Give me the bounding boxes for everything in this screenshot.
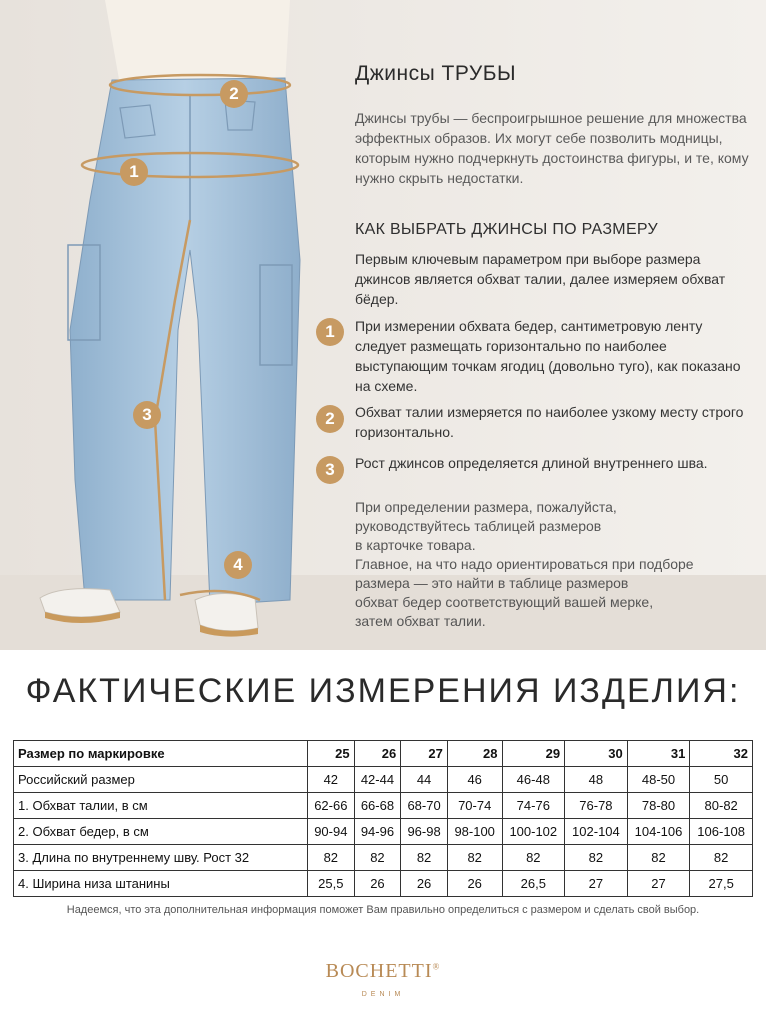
size-header-cell: 31	[627, 741, 690, 767]
table-cell: 68-70	[401, 793, 448, 819]
size-table	[13, 740, 753, 897]
table-cell: 27	[565, 871, 628, 897]
table-cell: 82	[565, 845, 628, 871]
row-label: 2. Обхват бедер, в см	[14, 819, 308, 845]
table-header-row	[14, 741, 753, 767]
table-cell: 44	[401, 767, 448, 793]
table-cell: 96-98	[401, 819, 448, 845]
step-3-badge: 3	[316, 456, 344, 484]
size-header-cell: 29	[502, 741, 565, 767]
row-label: Российский размер	[14, 767, 308, 793]
step-1-badge: 1	[316, 318, 344, 346]
table-cell: 80-82	[690, 793, 753, 819]
table-cell: 90-94	[308, 819, 355, 845]
hero-lead: Первым ключевым параметром при выборе размера джинсов является обхват талии, далее измеряем обхват бёдер.	[355, 251, 726, 307]
step-2-text: Обхват талии измеряется по наиболее узкому месту строго горизонтально.	[355, 404, 744, 440]
table-header-label: Размер по маркировке	[14, 741, 308, 767]
table-cell: 82	[447, 845, 502, 871]
brand-mark: ®	[432, 961, 441, 972]
table-cell: 82	[401, 845, 448, 871]
size-header-cell: 27	[401, 741, 448, 767]
table-cell: 42-44	[354, 767, 401, 793]
table-cell: 82	[690, 845, 753, 871]
table-cell: 46-48	[502, 767, 565, 793]
marker-2: 2	[220, 80, 248, 108]
table-cell: 82	[627, 845, 690, 871]
hero-intro: Джинсы трубы — беспроигрышное решение для множества эффектных образов. Их могут себе позволить модницы, которым нужно подчеркнуть достоинства фигуры, и те, кому нужно скрыть недостатки.	[355, 110, 749, 186]
table-cell: 27	[627, 871, 690, 897]
table-cell: 106-108	[690, 819, 753, 845]
table-row	[14, 819, 753, 845]
table-cell: 27,5	[690, 871, 753, 897]
facts-title: ФАКТИЧЕСКИЕ ИЗМЕРЕНИЯ ИЗДЕЛИЯ:	[25, 672, 741, 710]
hero-title: Джинсы ТРУБЫ	[355, 62, 517, 85]
table-cell: 70-74	[447, 793, 502, 819]
table-cell: 26,5	[502, 871, 565, 897]
footer-note: Надеемся, что эта дополнительная информация поможет Вам правильно определиться с размером и сделать свой выбор.	[66, 904, 700, 916]
table-cell: 48-50	[627, 767, 690, 793]
row-label: 4. Ширина низа штанины	[14, 871, 308, 897]
table-row	[14, 845, 753, 871]
table-cell: 62-66	[308, 793, 355, 819]
table-cell: 66-68	[354, 793, 401, 819]
table-cell: 82	[354, 845, 401, 871]
size-header-cell: 26	[354, 741, 401, 767]
size-header-cell: 25	[308, 741, 355, 767]
table-cell: 82	[308, 845, 355, 871]
table-cell: 26	[447, 871, 502, 897]
size-header-cell: 28	[447, 741, 502, 767]
table-cell: 26	[354, 871, 401, 897]
table-row	[14, 793, 753, 819]
brand-sub: DENIM	[361, 991, 405, 998]
table-cell: 94-96	[354, 819, 401, 845]
table-cell: 98-100	[447, 819, 502, 845]
row-label: 3. Длина по внутреннему шву. Рост 32	[14, 845, 308, 871]
table-cell: 50	[690, 767, 753, 793]
size-header-cell: 32	[690, 741, 753, 767]
marker-3: 3	[133, 401, 161, 429]
table-cell: 82	[502, 845, 565, 871]
table-cell: 74-76	[502, 793, 565, 819]
row-label: 1. Обхват талии, в см	[14, 793, 308, 819]
step-1-text: При измерении обхвата бедер, сантиметровую ленту следует размещать горизонтально по наиболее выступающим точкам ягодиц (довольно туго), как показано на схеме.	[355, 318, 741, 394]
table-cell: 78-80	[627, 793, 690, 819]
table-cell: 76-78	[565, 793, 628, 819]
step-3-text: Рост джинсов определяется длиной внутреннего шва.	[355, 455, 708, 471]
marker-1: 1	[120, 158, 148, 186]
hero-subtitle: КАК ВЫБРАТЬ ДЖИНСЫ ПО РАЗМЕРУ	[355, 221, 658, 238]
table-cell: 25,5	[308, 871, 355, 897]
brand-name: BOCHETTI	[325, 960, 433, 982]
marker-4: 4	[224, 551, 252, 579]
table-cell: 104-106	[627, 819, 690, 845]
table-row	[14, 767, 753, 793]
hero-note: При определении размера, пожалуйста, руководствуйтесь таблицей размеров в карточке товара. Главное, на что надо ориентироваться при подборе размера — это найти в таблице размеров обхват бедер соответствующий вашей мерке, затем обхват талии.	[355, 499, 694, 629]
table-row	[14, 871, 753, 897]
step-2-badge: 2	[316, 405, 344, 433]
brand-logo	[0, 960, 766, 983]
table-cell: 46	[447, 767, 502, 793]
size-header-cell: 30	[565, 741, 628, 767]
table-cell: 42	[308, 767, 355, 793]
table-cell: 26	[401, 871, 448, 897]
table-cell: 102-104	[565, 819, 628, 845]
table-cell: 48	[565, 767, 628, 793]
table-cell: 100-102	[502, 819, 565, 845]
